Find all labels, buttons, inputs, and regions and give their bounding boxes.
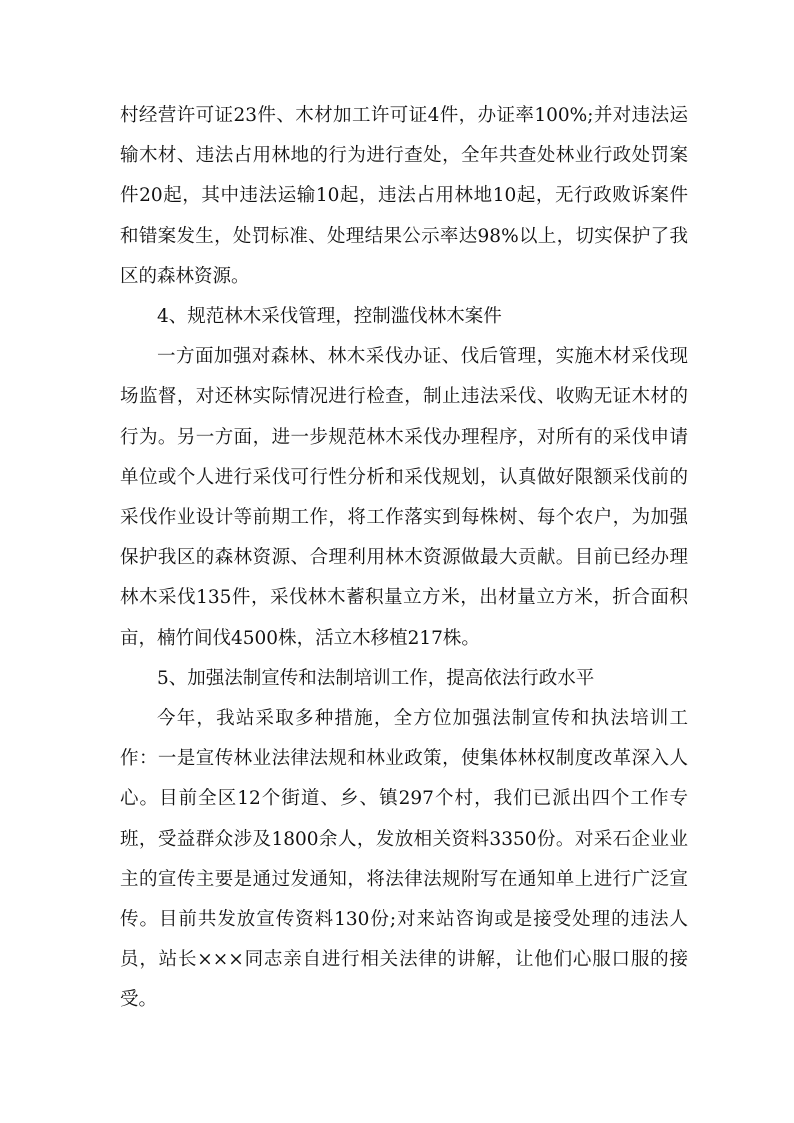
document-body [120,96,688,1021]
section-heading-4: 4、规范林木采伐管理，控制滥伐林木案件 [157,306,502,328]
paragraph-legal-publicity: 今年，我站采取多种措施，全方位加强法制宣传和执法培训工作：一是宣传林业法律法规和林业政策，使集体林权制度改革深入人心。目前全区12个街道、乡、镇297个村，我们已派出四个工作专班，受益群众涉及1800余人，发放相关资料3350份。对采石企业业主的宣传主要是通过发通知，将法律法规附写在通知单上进行广泛宣传。目前共发放宣传资料130份;对来站咨询或是接受处理的违法人员，站长×××同志亲自进行相关法律的讲解，让他们心服口服的接受。 [120,708,688,1011]
section-heading-5: 5、加强法制宣传和法制培训工作，提高依法行政水平 [157,667,595,689]
paragraph-continuation: 村经营许可证23件、木材加工许可证4件，办证率100%;并对违法运输木材、违法占用林地的行为进行查处，全年共查处林业行政处罚案件20起，其中违法运输10起，违法占用林地10起，无行政败诉案件和错案发生，处罚标准、处理结果公示率达98%以上，切实保护了我区的森林资源。 [120,105,688,287]
paragraph-logging-management: 一方面加强对森林、林木采伐办证、伐后管理，实施木材采伐现场监督，对还林实际情况进行检查，制止违法采伐、收购无证木材的行为。另一方面，进一步规范林木采伐办理程序，对所有的采伐申请单位或个人进行采伐可行性分析和采伐规划，认真做好限额采伐前的采伐作业设计等前期工作，将工作落实到每株树、每个农户，为加强保护我区的森林资源、合理利用林木资源做最大贡献。目前已经办理林木采伐135件，采伐林木蓄积量立方米，出材量立方米，折合面积亩，楠竹间伐4500株，活立木移植217株。 [120,346,688,649]
